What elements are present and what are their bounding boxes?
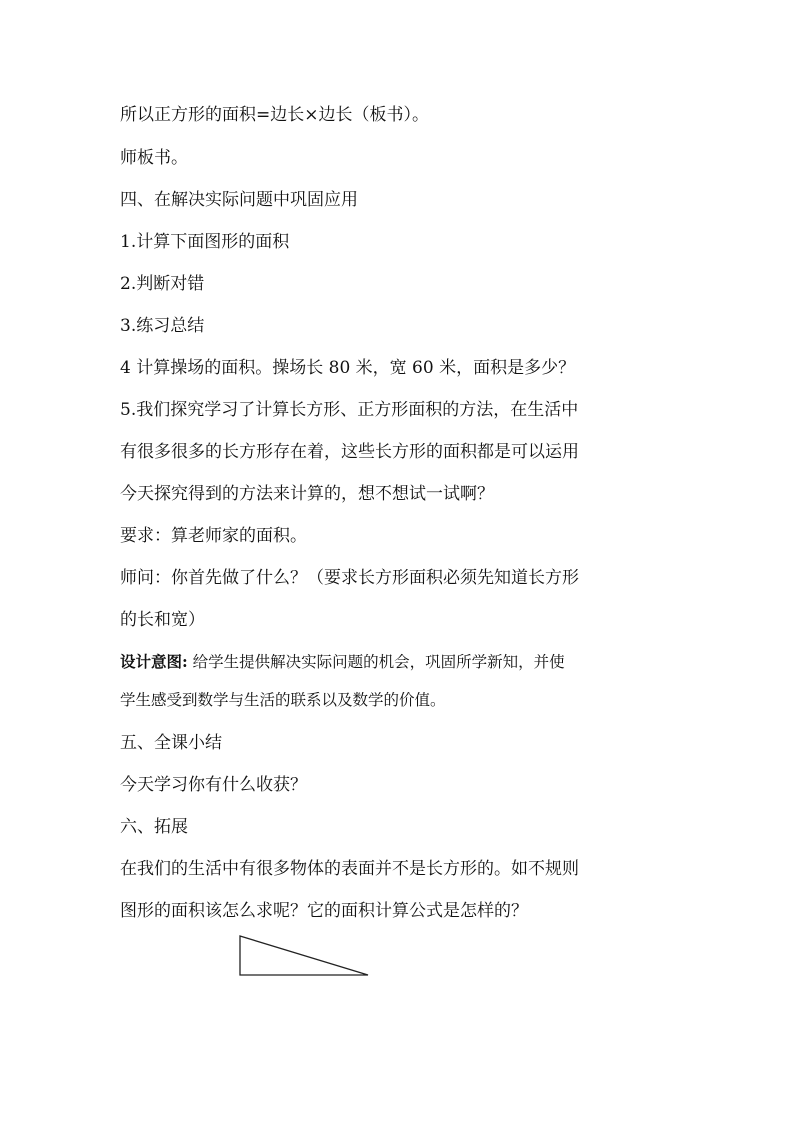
exercise-item-4: 4 计算操场的面积。操场长 80 米，宽 60 米，面积是多少？	[120, 358, 576, 378]
text-line-1: 所以正方形的面积=边长×边长（板书）。	[120, 105, 429, 125]
design-intent-line-2: 学生感受到数学与生活的联系以及数学的价值。	[120, 691, 446, 709]
design-intent-text: 给学生提供解决实际问题的机会，巩固所学新知，并使	[187, 653, 565, 671]
triangle-shape	[240, 936, 368, 975]
summary-question: 今天学习你有什么收获？	[120, 775, 307, 795]
paragraph-line: 有很多很多的长方形存在着，这些长方形的面积都是可以运用	[120, 442, 579, 462]
section-heading-4: 四、在解决实际问题中巩固应用	[120, 190, 358, 210]
section-heading-6: 六、拓展	[120, 817, 188, 837]
right-triangle-figure	[238, 934, 372, 978]
exercise-item-5: 5.我们探究学习了计算长方形、正方形面积的方法，在生活中	[120, 400, 579, 420]
exercise-item-2: 2.判断对错	[120, 274, 205, 294]
design-intent-line	[120, 650, 565, 674]
teacher-question-line: 师问：你首先做了什么？（要求长方形面积必须先知道长方形	[120, 568, 579, 588]
section-heading-5: 五、全课小结	[120, 733, 222, 753]
exercise-item-1: 1.计算下面图形的面积	[120, 232, 290, 252]
requirement-line: 要求：算老师家的面积。	[120, 526, 307, 546]
design-intent-colon: :	[182, 652, 188, 671]
exercise-item-3: 3.练习总结	[120, 316, 205, 336]
design-intent-label: 设计意图	[120, 652, 183, 671]
extension-line-2: 图形的面积该怎么求呢？它的面积计算公式是怎样的？	[120, 901, 528, 921]
extension-line-1: 在我们的生活中有很多物体的表面并不是长方形的。如不规则	[120, 859, 579, 879]
teacher-question-line-cont: 的长和宽）	[120, 610, 205, 630]
text-line-2: 师板书。	[120, 148, 188, 168]
paragraph-line: 今天探究得到的方法来计算的，想不想试一试啊？	[120, 484, 494, 504]
